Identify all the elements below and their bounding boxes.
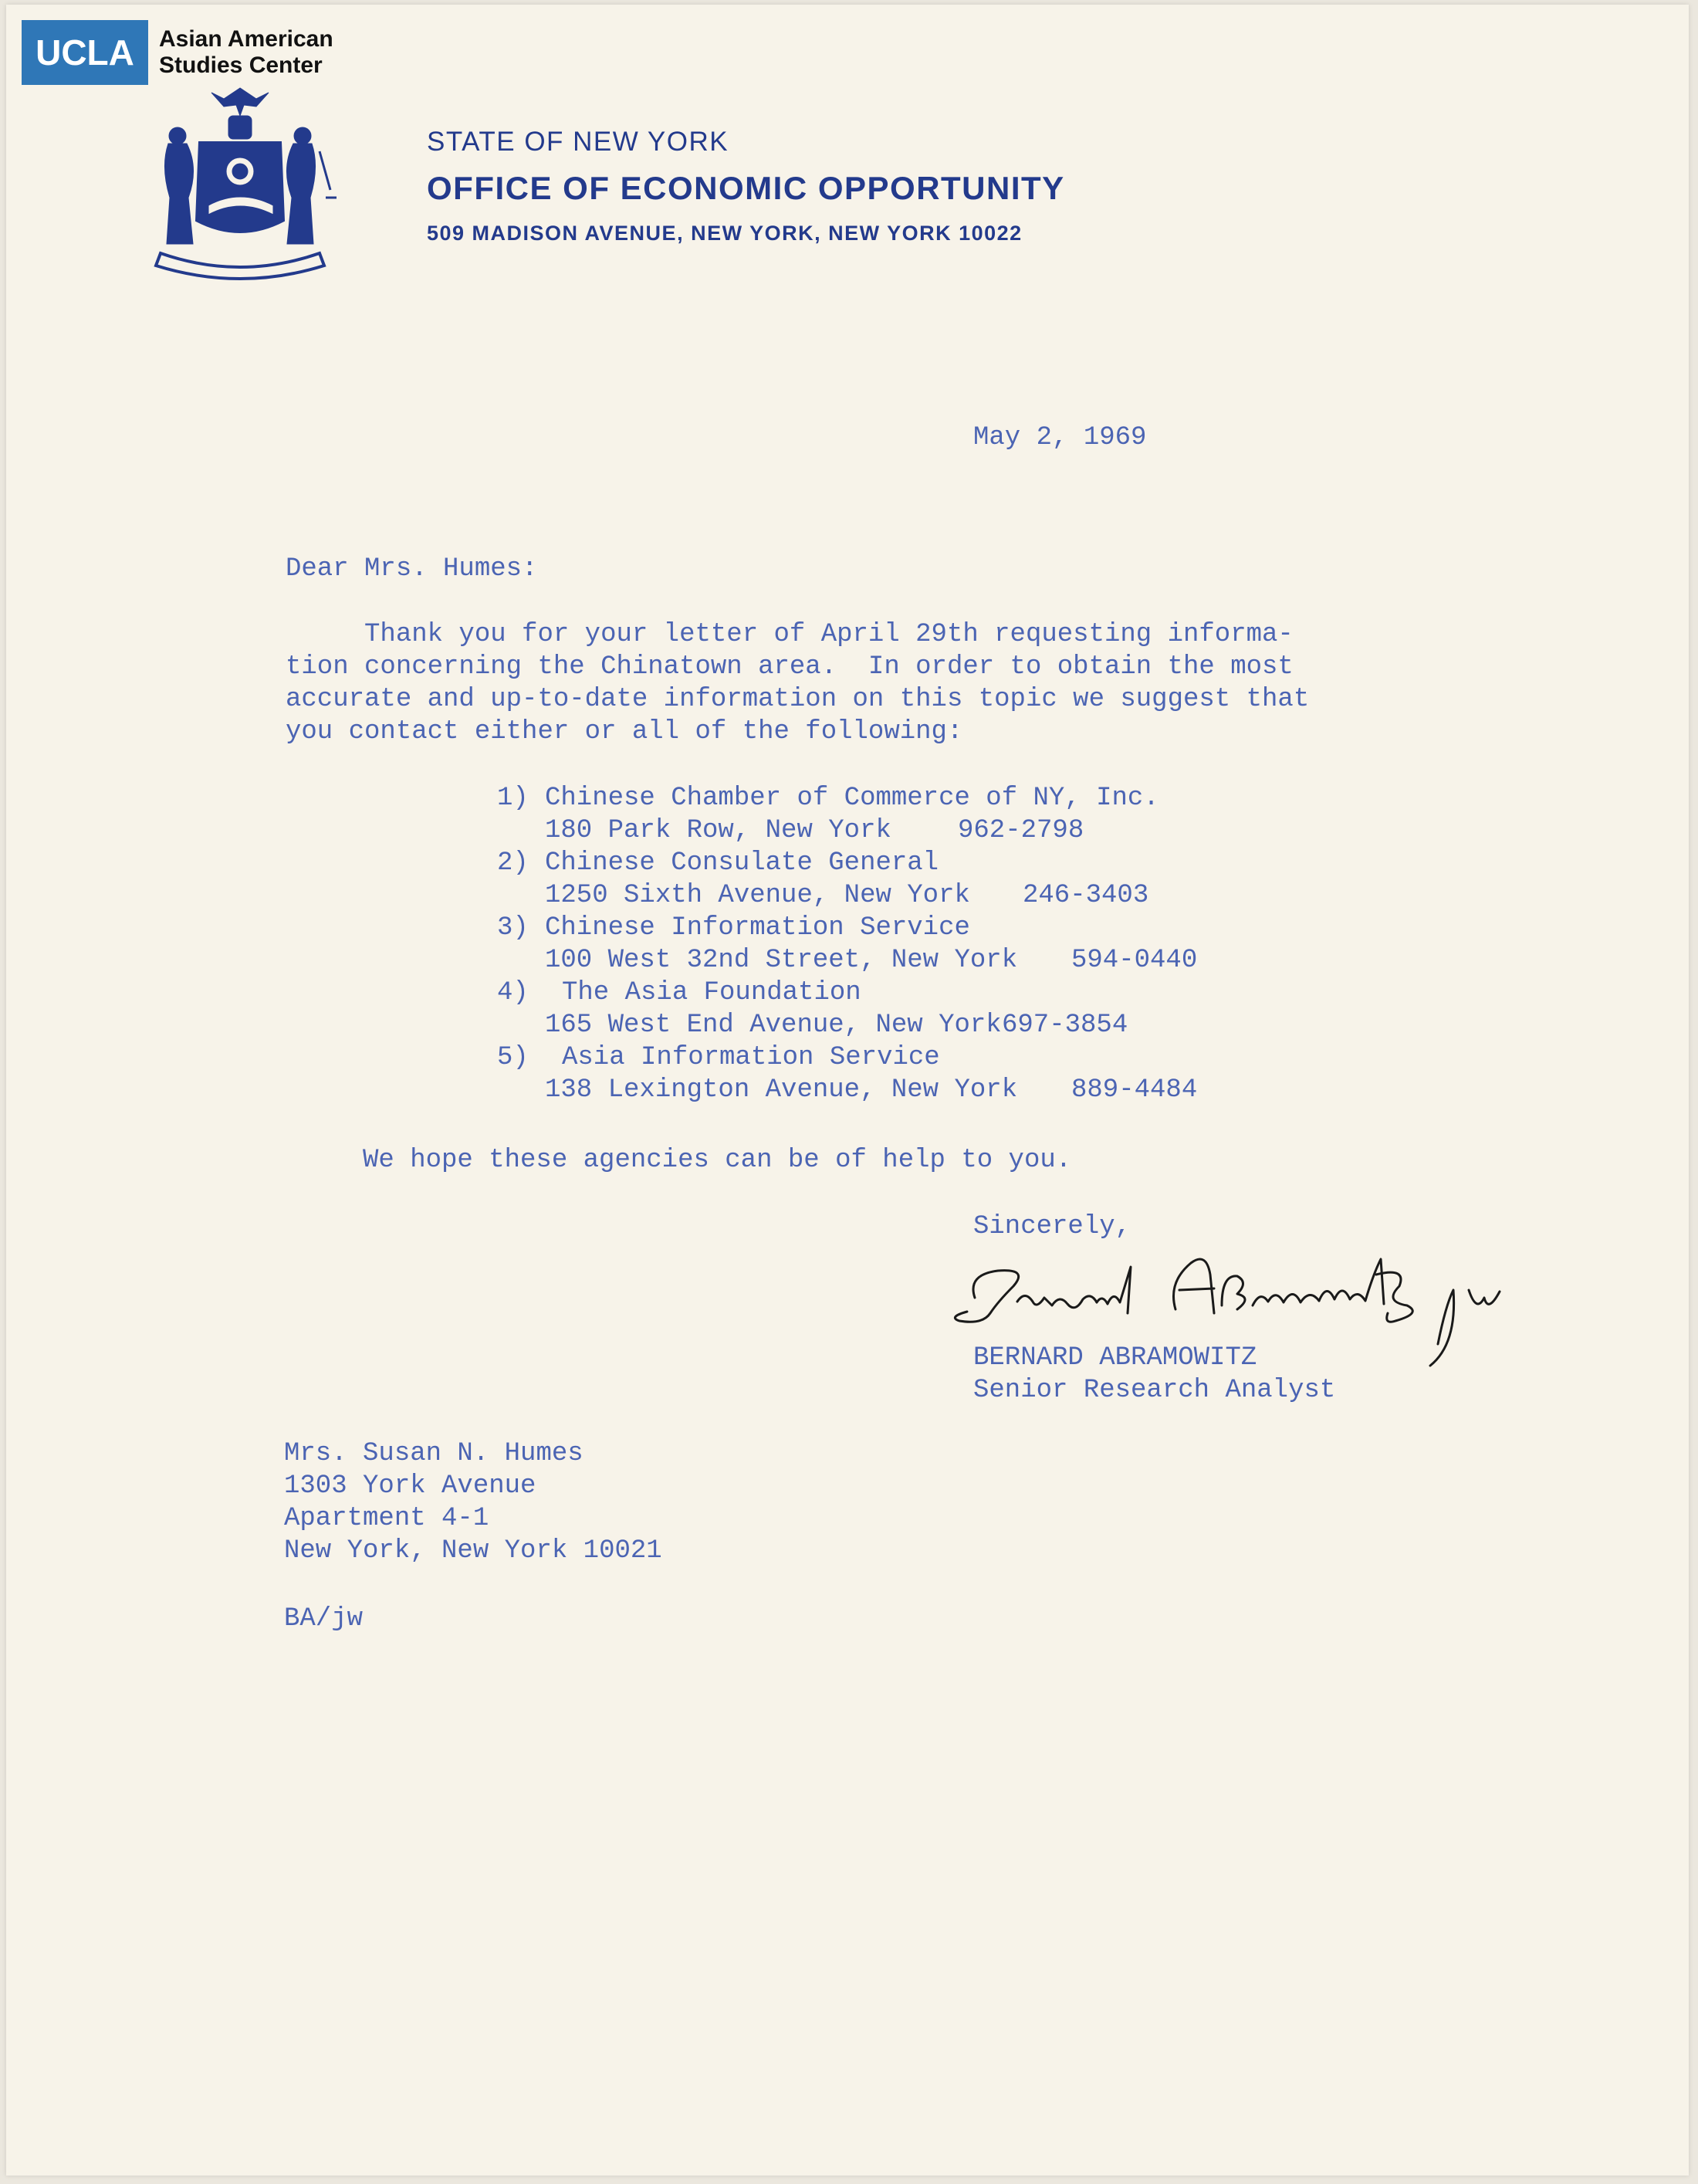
badge-line1: Asian American bbox=[159, 26, 333, 52]
recipient-line: Apartment 4-1 bbox=[284, 1504, 489, 1533]
agency-name: Chinese Consulate General bbox=[545, 848, 939, 878]
closing: Sincerely, bbox=[973, 1212, 1131, 1241]
reference-initials: BA/jw bbox=[284, 1604, 364, 1634]
letterhead-office: OFFICE OF ECONOMIC OPPORTUNITY bbox=[427, 170, 1065, 206]
agency-phone: 697-3854 bbox=[1002, 1011, 1128, 1040]
agency-address: 180 Park Row, New York bbox=[545, 816, 891, 845]
recipient-line: 1303 York Avenue bbox=[284, 1471, 536, 1501]
agency-name: Chinese Information Service bbox=[545, 913, 970, 943]
agency-name: Asia Information Service bbox=[562, 1043, 940, 1072]
ucla-badge bbox=[22, 20, 333, 85]
agency-number: 3) bbox=[497, 913, 529, 943]
signer-title: Senior Research Analyst bbox=[973, 1376, 1336, 1405]
recipient-line: Mrs. Susan N. Humes bbox=[284, 1439, 583, 1468]
body-line: you contact either or all of the following: bbox=[286, 717, 963, 747]
agency-address: 100 West 32nd Street, New York bbox=[545, 946, 1018, 975]
body-line: Thank you for your letter of April 29th requesting informa- bbox=[286, 620, 1294, 649]
agency-address: 165 West End Avenue, New York bbox=[545, 1011, 1002, 1040]
body-line: accurate and up-to-date information on this topic we suggest that bbox=[286, 685, 1310, 714]
signer-name: BERNARD ABRAMOWITZ bbox=[973, 1343, 1257, 1373]
badge-line2: Studies Center bbox=[159, 52, 323, 78]
agency-phone: 594-0440 bbox=[1071, 946, 1198, 975]
letter-date: May 2, 1969 bbox=[973, 423, 1147, 452]
agency-phone: 246-3403 bbox=[1023, 881, 1149, 910]
agency-number: 1) bbox=[497, 784, 529, 813]
letterhead-address: 509 MADISON AVENUE, NEW YORK, NEW YORK 10022 bbox=[427, 222, 1023, 245]
letterhead-state: STATE OF NEW YORK bbox=[427, 127, 729, 157]
agency-name: Chinese Chamber of Commerce of NY, Inc. bbox=[545, 784, 1159, 813]
agency-phone: 962-2798 bbox=[958, 816, 1084, 845]
new-york-state-seal-icon bbox=[137, 82, 343, 284]
salutation: Dear Mrs. Humes: bbox=[286, 554, 538, 584]
recipient-line: New York, New York 10021 bbox=[284, 1536, 662, 1566]
agency-number: 5) bbox=[497, 1043, 529, 1072]
closing-paragraph: We hope these agencies can be of help to you. bbox=[363, 1146, 1072, 1175]
body-line: tion concerning the Chinatown area. In order to obtain the most bbox=[286, 652, 1294, 682]
agency-address: 138 Lexington Avenue, New York bbox=[545, 1075, 1018, 1105]
agency-name: The Asia Foundation bbox=[562, 978, 861, 1007]
letter-page bbox=[6, 5, 1689, 2176]
agency-phone: 889-4484 bbox=[1071, 1075, 1198, 1105]
ucla-logo: UCLA bbox=[22, 20, 148, 85]
agency-address: 1250 Sixth Avenue, New York bbox=[545, 881, 970, 910]
agency-number: 4) bbox=[497, 978, 529, 1007]
agency-number: 2) bbox=[497, 848, 529, 878]
